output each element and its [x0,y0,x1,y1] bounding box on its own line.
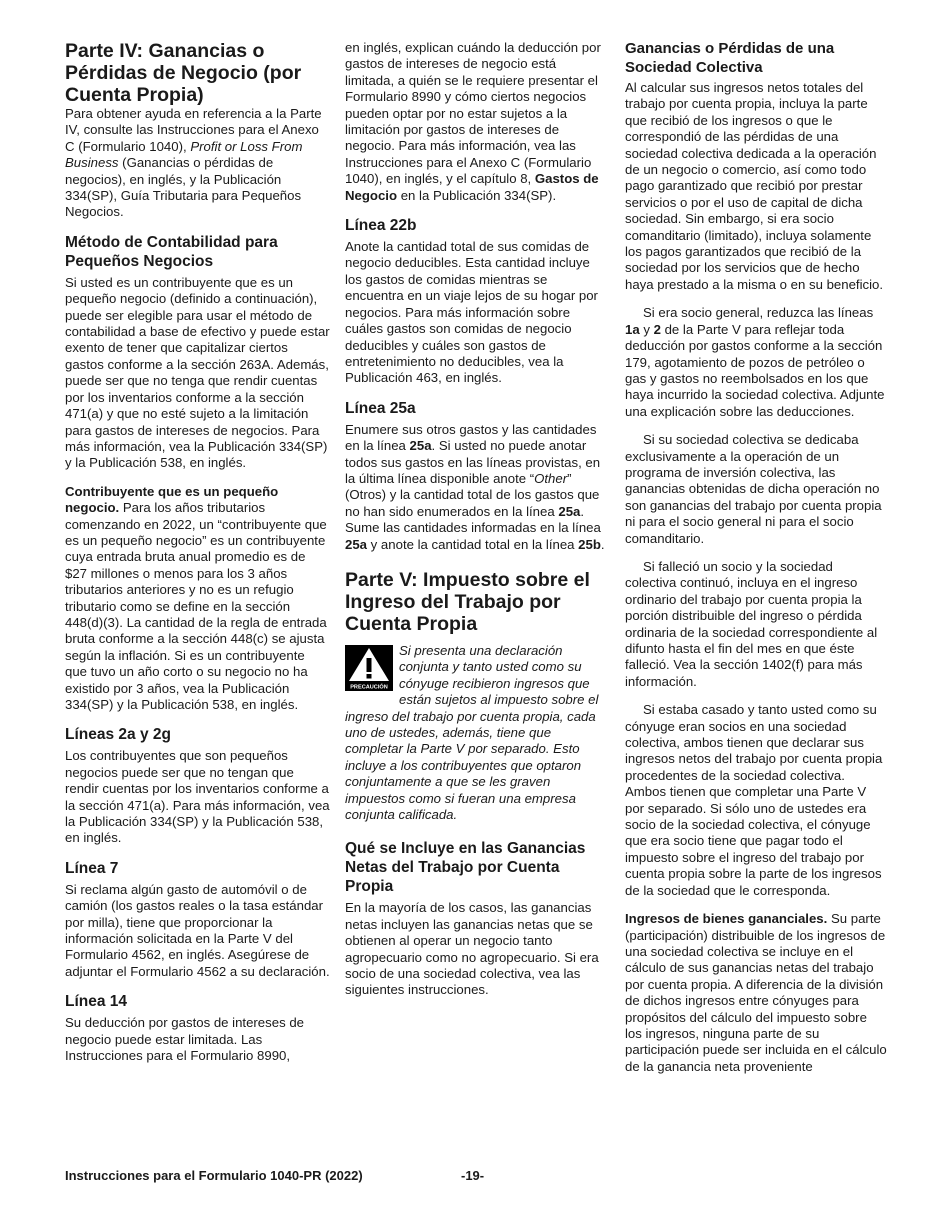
paragraph-contribuyente: Contribuyente que es un pequeño negocio. Para los años tributarios comenzando en 2022, un “contribuyente que es un pequeño negocio” es un contribuyente cuya entrada bruta anual promedio es de $27 millones o menos para los 3 años tributarios anteriores y no es un refugio tributario como se define en la sección 448(d)(3). La cantidad de la regla de entrada bruta conforme a la sección 448(c) se ajusta según la inflación. Si es un contribuyente que tuvo un año corto o su negocio no ha existido por 3 años, vea la Publicación 334(SP) y la Publicación 538, en inglés. [65,483,327,712]
paragraph-parte-iv: Para obtener ayuda en referencia a la Parte IV, consulte las Instrucciones para el Anexo C (Formulario 1040), Profit or Loss From Business (Ganancias o pérdidas de negocios), en inglés, y la Publicación 334(SP), Guía Tributaria para Pequeños Negocios. [65,106,322,220]
paragraph-linea-22b: Anote la cantidad total de sus comidas de negocio deducibles. Esta cantidad incluye los gastos de comidas mientras se encuentra en un viaje lejos de su hogar por negocios. Para más información sobre cuáles gastos son comidas de negocio deducibles y cuáles son gastos de entretenimiento no deducibles, vea la Publicación 463, en inglés. [345,239,598,386]
paragraph-linea-7: Si reclama algún gasto de automóvil o de camión (los gastos reales o la tasa estándar por milla), tiene que proporcionar la información solicitada en la Parte V del Formulario 4562, en inglés. Asegúrese de adjuntar el Formulario 4562 a su declaración. [65,881,330,979]
heading-linea-25a: Línea 25a [345,399,416,417]
column-1 [65,40,330,1065]
paragraph-sociedad-5: Si estaba casado y tanto usted como su cónyuge eran socios en una sociedad colectiva, ambos tienen que declarar sus ingresos netos del trabajo por cuenta propia procedentes de la sociedad colectiva. Ambos tienen que completar una Parte V por separado. Si sólo uno de ustedes era socio de la sociedad colectiva, el cónyuge que era socio tiene que pagar todo el impuesto sobre el ingreso del trabajo por cuenta propia sobre la parte de los ingresos de la sociedad que le corresponda. [625,702,883,898]
column-2 [345,40,608,999]
paragraph-metodo: Si usted es un contribuyente que es un pequeño negocio (definido a continuación), puede ser elegible para usar el método de contabilidad a base de efectivo y puede estar exento de tener que capitalizar ciertos gastos conforme a la sección 263A. Además, puede ser que no tenga que rendir cuentas por los inventarios conforme a la sección 471(a) y que no esté sujeto a la limitación para gastos de intereses de negocios. Para más información, vea la Publicación 334(SP) y la Publicación 538, en inglés. [65,274,330,471]
paragraph-linea-14: Su deducción por gastos de intereses de negocio puede estar limitada. Las Instrucciones para el Formulario 8990, [65,1015,304,1064]
paragraph-que-se-incluye: En la mayoría de los casos, las ganancias netas incluyen las ganancias netas que se obtienen al operar un negocio tanto agropecuario como no agropecuario. Si era socio de una sociedad colectiva, vea las siguientes instrucciones. [345,900,599,998]
paragraph-sociedad-2: Si era socio general, reduzca las líneas 1a y 2 de la Parte V para reflejar toda deducción por gastos conforme a la sección 179, agotamiento de pozos de petróleo o gas y gastos no reembolsados en los que haya incurrido la sociedad colectiva. Adjunte una explicación sobre las deducciones. [625,305,885,419]
paragraph-linea-14-cont: en inglés, explican cuándo la deducción por gastos de intereses de negocio está limitada, a quién se le requiere presentar el Formulario 8990 y cómo ciertos negocios pueden optar por no estar sujetos a la limitación por gastos de intereses de negocio. Para más información, vea las Instrucciones para el Anexo C (Formulario 1040), en inglés, y el capítulo 8, Gastos de Negocio en la Publicación 334(SP). [345,40,601,203]
footer-title: Instrucciones para el Formulario 1040-PR (2022) [65,1168,363,1183]
paragraph-lineas-2a-2g: Los contribuyentes que son pequeños negocios puede ser que no tengan que rendir cuentas por los inventarios conforme a la sección 471(a). Para más información, vea la Publicación 334(SP) y la Publicación 538, en inglés. [65,748,330,846]
heading-linea-14: Línea 14 [65,993,128,1011]
heading-ganancias-sociedad: Ganancias o Pérdidas de una Sociedad Colectiva [625,40,835,76]
heading-parte-v: Parte V: Impuesto sobre el Ingreso del Trabajo por Cuenta Propia [345,568,590,635]
heading-parte-iv: Parte IV: Ganancias o Pérdidas de Negocio (por Cuenta Propia) [65,40,302,106]
page-footer [65,1168,885,1183]
caution-warning-icon [345,645,393,691]
page-number: -19- [461,1168,485,1183]
heading-que-se-incluye: Qué se Incluye en las Ganancias Netas del Trabajo por Cuenta Propia [345,840,586,896]
heading-linea-7: Línea 7 [65,859,119,877]
column-3 [625,40,887,1075]
heading-lineas-2a-2g: Líneas 2a y 2g [65,726,171,744]
paragraph-ingresos-gananciales: Ingresos de bienes gananciales. Su parte (participación) distribuible de los ingresos de una sociedad colectiva se incluye en el cálculo de sus ganancias netas del trabajo por cuenta propia. A diferencia de la división de dichos ingresos entre cónyuges para propósitos del cálculo del impuesto sobre los ingresos, ninguna parte de su participación puede ser incluida en el cálculo de la ganancia neta proveniente [625,911,887,1074]
paragraph-sociedad-4: Si falleció un socio y la sociedad colectiva continuó, incluya en el ingreso ordinario del trabajo por cuenta propia la porción distribuible del ingreso o pérdida ordinaria de la sociedad correspondiente al difunto hasta el fin del mes en que éste falleció. Vea la sección 1402(f) para más información. [625,558,878,689]
caution-text: Si presenta una declaración conjunta y tanto usted como su cónyuge recibieron ingresos que están sujetos al impuesto sobre el ingreso del trabajo por cuenta propia, cada uno de ustedes, además, tiene que completar la Parte V por separado. Esto incluye a los contribuyentes que optaron conjuntamente a que se les graven impuestos como si fueran una empresa conjunta calificada. [345,642,599,823]
heading-linea-22b: Línea 22b [345,217,417,235]
caution-label: PRECAUCIÓN [350,684,388,691]
paragraph-sociedad-3: Si su sociedad colectiva se dedicaba exclusivamente a la operación de un programa de inversión colectiva, las ganancias obtenidas de dicha operación no son ganancias del trabajo por cuenta propia ni para el socio general ni para el socio comanditario. [625,432,882,546]
paragraph-linea-25a: Enumere sus otros gastos y las cantidades en la línea 25a. Si usted no puede anotar todos sus gastos en las líneas provistas, en la última línea disponible anote “Other” (Otros) y la cantidad total de los gastos que no han sido enumerados en la línea 25a. Sume las cantidades informadas en la línea 25a y anote la cantidad total en la línea 25b. [345,421,605,552]
heading-metodo: Método de Contabilidad para Pequeños Negocios [65,233,278,270]
caution-box [345,643,608,823]
paragraph-sociedad-1: Al calcular sus ingresos netos totales del trabajo por cuenta propia, incluya la parte que recibió de los ingresos o que le correspondió de las pérdidas de una sociedad colectiva dedicada a la operación de un negocio o comercio, así como todo pago garantizado que recibió por prestar servicios o por el uso de capital de dicha sociedad. Sin embargo, si era socio comanditario (limitado), incluya solamente los pagos garantizados que recibió de la sociedad por los servicios que de hecho haya prestado a la misma o en su beneficio. [625,80,884,292]
